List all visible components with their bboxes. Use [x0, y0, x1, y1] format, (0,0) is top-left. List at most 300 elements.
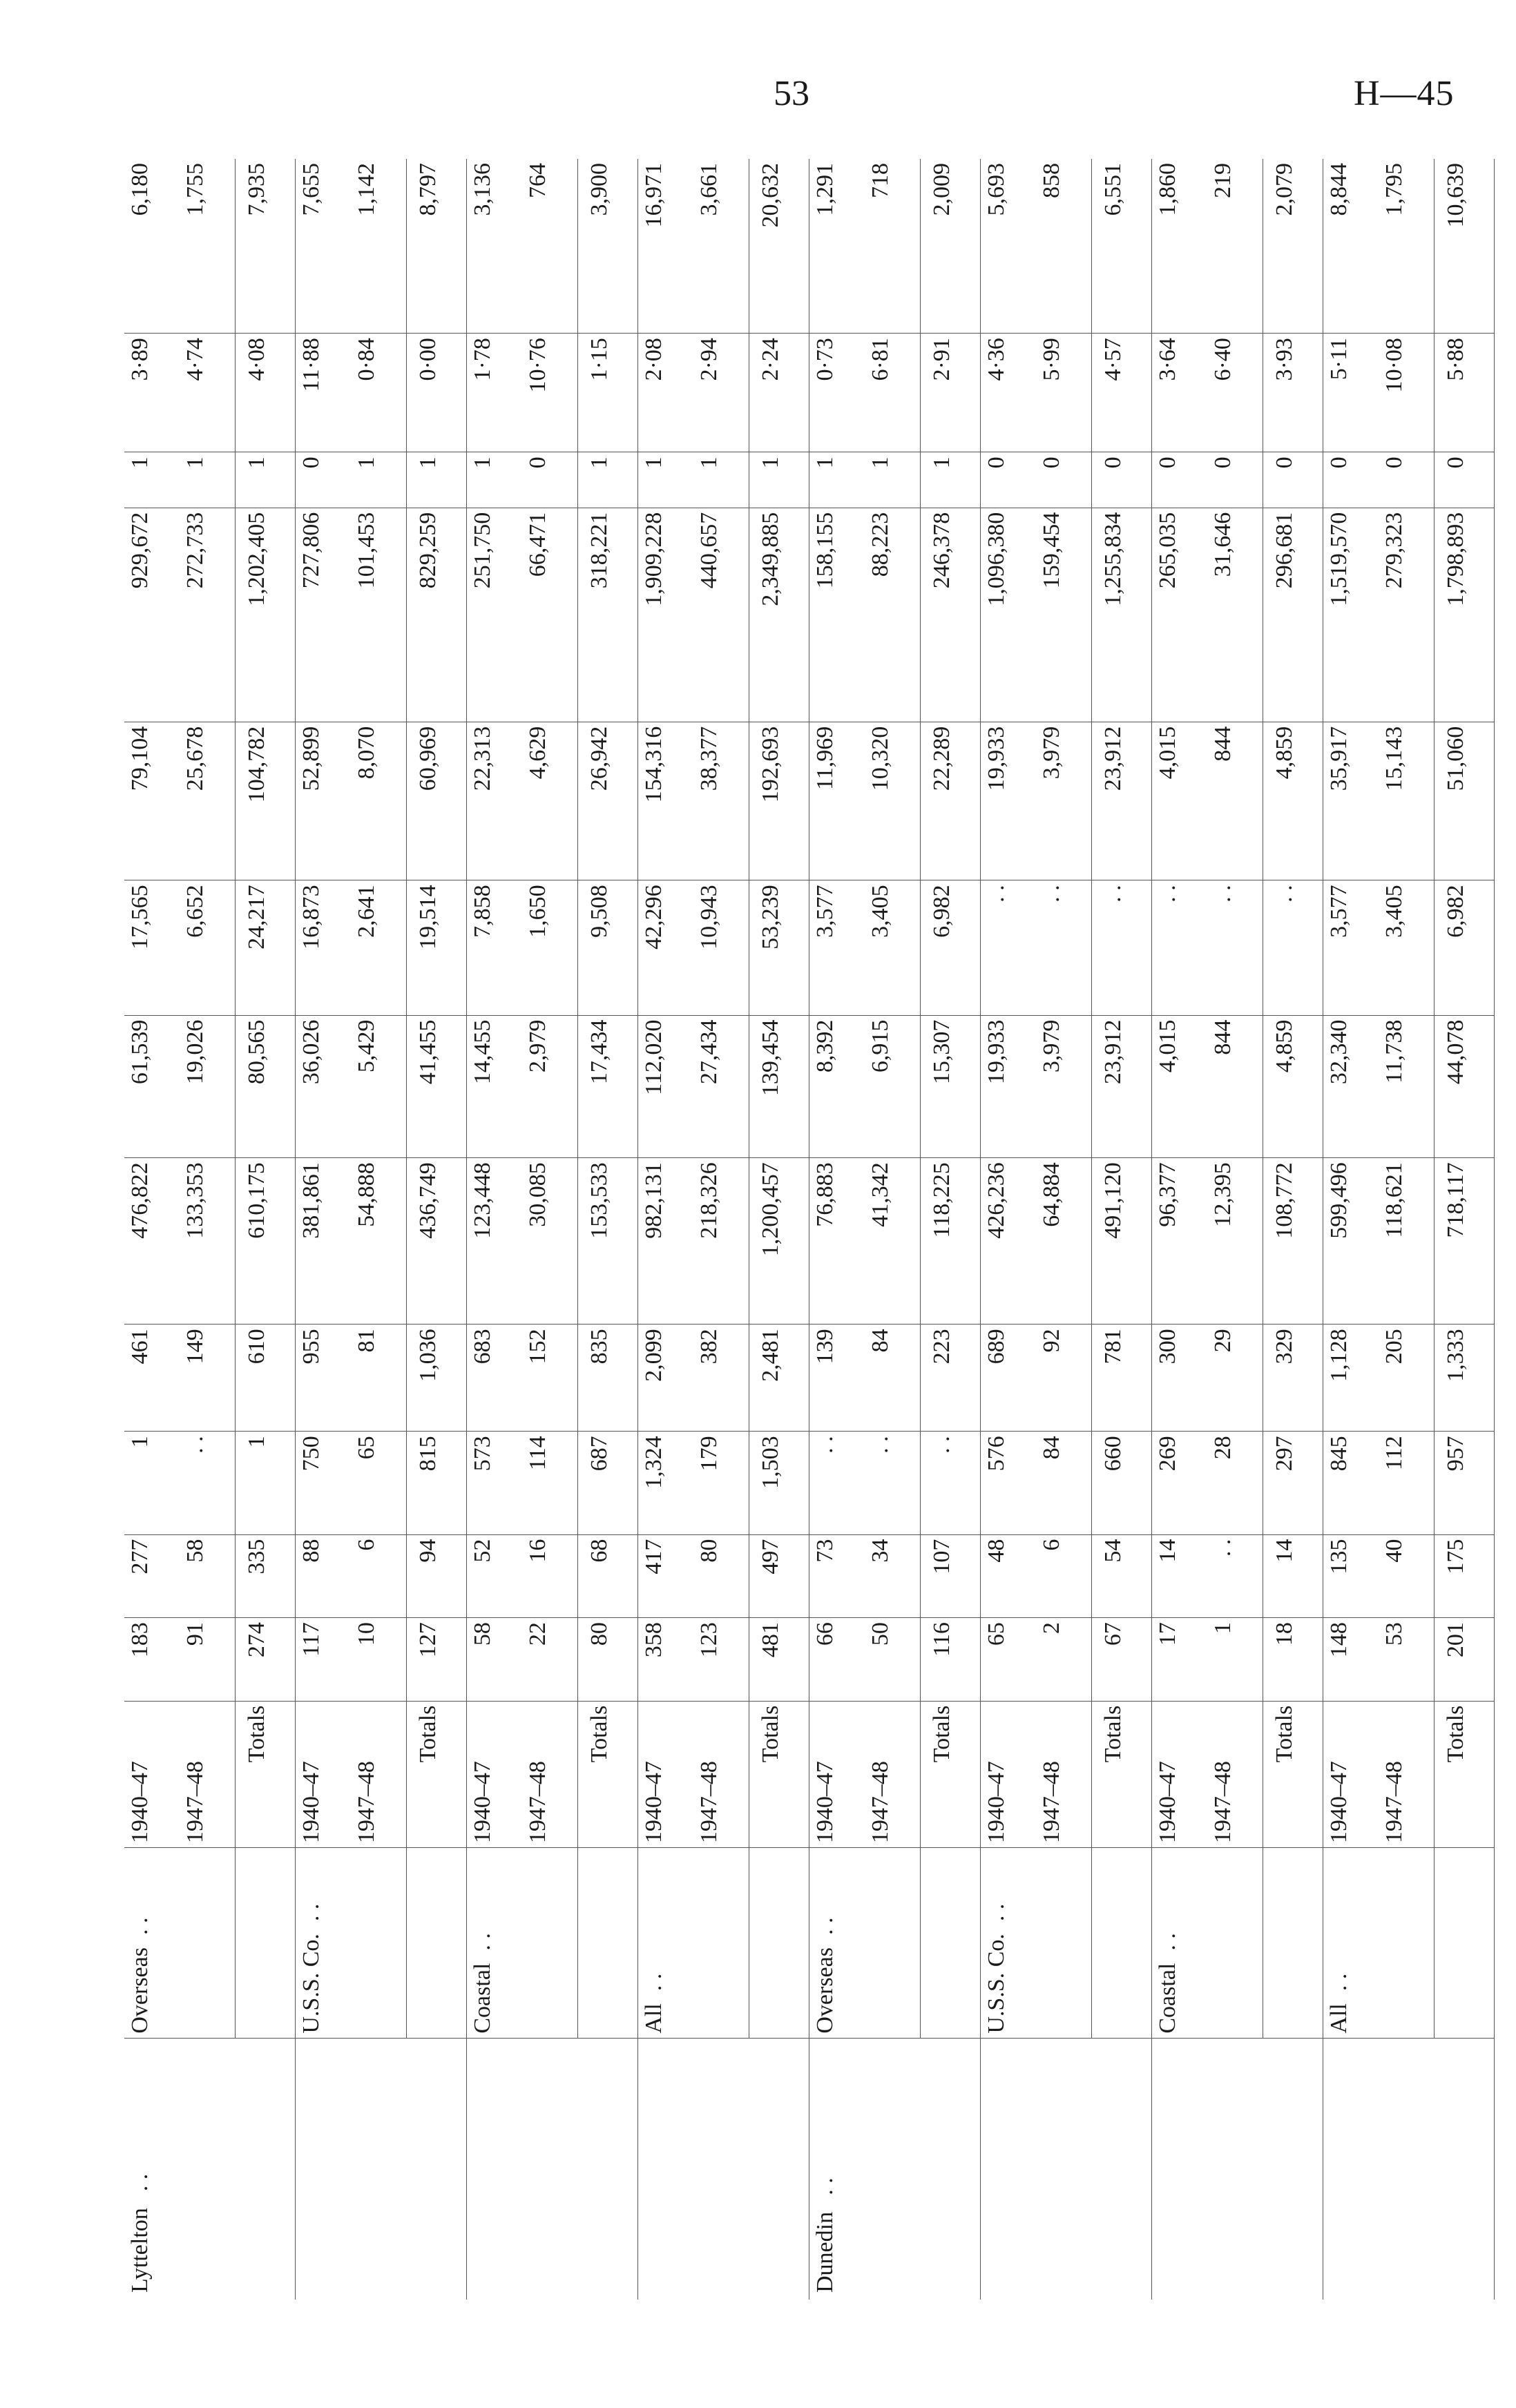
total-value-cell: 1,202,405 [236, 508, 296, 722]
value-cell: 277 [124, 1534, 180, 1618]
value-cell: 41,342 [865, 1158, 921, 1325]
total-value-cell: 116 [921, 1618, 981, 1702]
value-cell: 5·11 [1323, 334, 1379, 452]
value-cell: 955 [296, 1325, 352, 1432]
year-cell: 1947–48 [865, 1701, 921, 1847]
value-cell: 11,969 [809, 722, 865, 880]
total-value-cell: 6,982 [1435, 880, 1495, 1015]
table-row [124, 159, 180, 2300]
total-value-cell: 107 [921, 1534, 981, 1618]
total-value-cell: 660 [1092, 1432, 1152, 1534]
value-cell: 64,884 [1036, 1158, 1092, 1325]
total-value-cell: 246,378 [921, 508, 981, 722]
port-name-cell [1036, 2038, 1092, 2300]
totals-label: Totals [1092, 1701, 1152, 1847]
total-value-cell: 2,481 [749, 1325, 809, 1432]
totals-label: Totals [578, 1701, 638, 1847]
port-statistics-table [124, 159, 1495, 2300]
empty-cell [1092, 1848, 1152, 2039]
total-value-cell: 15,307 [921, 1015, 981, 1158]
totals-row [407, 159, 467, 2300]
value-cell: 1 [351, 452, 407, 508]
total-value-cell: . . [1092, 880, 1152, 1015]
value-cell: 0 [1036, 452, 1092, 508]
value-cell: 29 [1207, 1325, 1263, 1432]
year-cell: 1940–47 [1323, 1701, 1379, 1847]
value-cell: 101,453 [351, 508, 407, 722]
total-value-cell: 80,565 [236, 1015, 296, 1158]
total-value-cell: 1·15 [578, 334, 638, 452]
value-cell: 4·36 [981, 334, 1037, 452]
value-cell: 96,377 [1152, 1158, 1208, 1325]
table-row [1152, 159, 1208, 2300]
total-value-cell: 1,200,457 [749, 1158, 809, 1325]
trade-type-cell [865, 1848, 921, 2039]
totals-label: Totals [236, 1701, 296, 1847]
port-name-cell [1379, 2038, 1435, 2300]
year-cell: 1940–47 [809, 1701, 865, 1847]
total-value-cell: 318,221 [578, 508, 638, 722]
total-value-cell: 4,859 [1263, 722, 1323, 880]
value-cell: 40 [1379, 1534, 1435, 1618]
total-value-cell: 335 [236, 1534, 296, 1618]
value-cell: . . [1036, 880, 1092, 1015]
total-value-cell: 1,503 [749, 1432, 809, 1534]
table-row [180, 159, 236, 2300]
value-cell: 22 [522, 1618, 578, 1702]
value-cell: 300 [1152, 1325, 1208, 1432]
year-cell: 1947–48 [693, 1701, 749, 1847]
trade-type: Overseas [127, 1947, 153, 2034]
value-cell: 52,899 [296, 722, 352, 880]
value-cell: 844 [1207, 1015, 1263, 1158]
total-value-cell: 54 [1092, 1534, 1152, 1618]
value-cell: 0·84 [351, 334, 407, 452]
value-cell: 84 [1036, 1432, 1092, 1534]
value-cell: 66 [809, 1618, 865, 1702]
total-value-cell: 1 [749, 452, 809, 508]
value-cell: 3·64 [1152, 334, 1208, 452]
total-value-cell: 223 [921, 1325, 981, 1432]
value-cell: 159,454 [1036, 508, 1092, 722]
total-value-cell: 610,175 [236, 1158, 296, 1325]
value-cell: 2,099 [638, 1325, 694, 1432]
trade-type-cell [180, 1848, 236, 2039]
totals-row [921, 159, 981, 2300]
table-row [467, 159, 523, 2300]
year-cell: 1947–48 [522, 1701, 578, 1847]
value-cell: 65 [351, 1432, 407, 1534]
value-cell: 3,979 [1036, 1015, 1092, 1158]
value-cell: 1·78 [467, 334, 523, 452]
totals-row [578, 159, 638, 2300]
year-cell: 1940–47 [124, 1701, 180, 1847]
value-cell: 269 [1152, 1432, 1208, 1534]
value-cell: 25,678 [180, 722, 236, 880]
value-cell: 3,577 [809, 880, 865, 1015]
value-cell: 272,733 [180, 508, 236, 722]
trade-type-cell [1152, 1848, 1208, 2039]
leader-dots: . . [812, 1917, 838, 1935]
total-value-cell: 94 [407, 1534, 467, 1618]
value-cell: 19,026 [180, 1015, 236, 1158]
value-cell: 152 [522, 1325, 578, 1432]
total-value-cell: 127 [407, 1618, 467, 1702]
year-cell: 1940–47 [467, 1701, 523, 1847]
value-cell: 10·76 [522, 334, 578, 452]
total-value-cell: 118,225 [921, 1158, 981, 1325]
value-cell: 139 [809, 1325, 865, 1432]
table-row [638, 159, 694, 2300]
value-cell: 3,405 [1379, 880, 1435, 1015]
leader-dots: . . [1326, 1973, 1352, 1992]
port-name-cell [467, 2038, 523, 2300]
value-cell: 4,015 [1152, 722, 1208, 880]
port-name-cell [638, 2038, 694, 2300]
value-cell: 4,629 [522, 722, 578, 880]
value-cell: 112 [1379, 1432, 1435, 1534]
value-cell: 16,971 [638, 159, 694, 334]
port-name-cell [865, 2038, 921, 2300]
total-value-cell: 481 [749, 1618, 809, 1702]
value-cell: 1 [1207, 1618, 1263, 1702]
total-value-cell: 60,969 [407, 722, 467, 880]
trade-type: Overseas [812, 1947, 838, 2034]
value-cell: . . [1152, 880, 1208, 1015]
value-cell: 576 [981, 1432, 1037, 1534]
value-cell: 573 [467, 1432, 523, 1534]
value-cell: 3,577 [1323, 880, 1379, 1015]
totals-row [1435, 159, 1495, 2300]
value-cell: 6 [351, 1534, 407, 1618]
totals-label: Totals [1263, 1701, 1323, 1847]
value-cell: 1,324 [638, 1432, 694, 1534]
value-cell: 6,180 [124, 159, 180, 334]
value-cell: 14,455 [467, 1015, 523, 1158]
value-cell: 750 [296, 1432, 352, 1534]
total-value-cell: 4·08 [236, 334, 296, 452]
value-cell: 417 [638, 1534, 694, 1618]
total-value-cell: 1 [236, 452, 296, 508]
port-name-cell [1152, 2038, 1208, 2300]
year-cell: 1940–47 [296, 1701, 352, 1847]
value-cell: 3·89 [124, 334, 180, 452]
total-value-cell: 53,239 [749, 880, 809, 1015]
total-value-cell: 44,078 [1435, 1015, 1495, 1158]
value-cell: 48 [981, 1534, 1037, 1618]
value-cell: 15,143 [1379, 722, 1435, 880]
empty-cell [578, 1848, 638, 2039]
port-name: Dunedin [812, 2211, 838, 2293]
value-cell: 205 [1379, 1325, 1435, 1432]
total-value-cell: 51,060 [1435, 722, 1495, 880]
value-cell: 81 [351, 1325, 407, 1432]
total-value-cell: 20,632 [749, 159, 809, 334]
value-cell: 65 [981, 1618, 1037, 1702]
value-cell: 5·99 [1036, 334, 1092, 452]
total-value-cell: 67 [1092, 1618, 1152, 1702]
value-cell: 1,650 [522, 880, 578, 1015]
total-value-cell: 9,508 [578, 880, 638, 1015]
value-cell: 689 [981, 1325, 1037, 1432]
year-cell: 1947–48 [351, 1701, 407, 1847]
value-cell: . . [1207, 1534, 1263, 1618]
value-cell: 17,565 [124, 880, 180, 1015]
trade-type: U.S.S. Co. [298, 1934, 324, 2034]
value-cell: 88,223 [865, 508, 921, 722]
value-cell: 381,861 [296, 1158, 352, 1325]
value-cell: 764 [522, 159, 578, 334]
value-cell: 8,844 [1323, 159, 1379, 334]
year-cell: 1947–48 [1036, 1701, 1092, 1847]
value-cell: 158,155 [809, 508, 865, 722]
value-cell: 929,672 [124, 508, 180, 722]
value-cell: 34 [865, 1534, 921, 1618]
value-cell: 7,655 [296, 159, 352, 334]
value-cell: 10 [351, 1618, 407, 1702]
total-value-cell: 2,079 [1263, 159, 1323, 334]
year-cell: 1947–48 [180, 1701, 236, 1847]
value-cell: 17 [1152, 1618, 1208, 1702]
trade-type-cell [1207, 1848, 1263, 2039]
leader-dots: . . [470, 1933, 495, 1951]
total-value-cell: 22,289 [921, 722, 981, 880]
total-value-cell: 7,935 [236, 159, 296, 334]
value-cell: 61,539 [124, 1015, 180, 1158]
value-cell: 6·40 [1207, 334, 1263, 452]
port-name-cell [693, 2038, 749, 2300]
totals-row [1263, 159, 1323, 2300]
empty-cell [1435, 1848, 1495, 2039]
empty-cell [921, 2038, 981, 2300]
trade-type-cell [296, 1848, 352, 2039]
table-row [1323, 159, 1379, 2300]
value-cell: 16 [522, 1534, 578, 1618]
trade-type-cell [467, 1848, 523, 2039]
value-cell: 1 [638, 452, 694, 508]
total-value-cell: . . [1263, 880, 1323, 1015]
value-cell: 265,035 [1152, 508, 1208, 722]
trade-type-cell [1323, 1848, 1379, 2039]
value-cell: 2,979 [522, 1015, 578, 1158]
value-cell: 1 [693, 452, 749, 508]
value-cell: 16,873 [296, 880, 352, 1015]
value-cell: 42,296 [638, 880, 694, 1015]
year-cell: 1947–48 [1207, 1701, 1263, 1847]
value-cell: 1,755 [180, 159, 236, 334]
value-cell: 4,015 [1152, 1015, 1208, 1158]
total-value-cell: 153,533 [578, 1158, 638, 1325]
value-cell: 440,657 [693, 508, 749, 722]
year-cell: 1940–47 [1152, 1701, 1208, 1847]
trade-type-cell [351, 1848, 407, 2039]
value-cell: 6,652 [180, 880, 236, 1015]
value-cell: 0 [1152, 452, 1208, 508]
total-value-cell: 4,859 [1263, 1015, 1323, 1158]
value-cell: 5,693 [981, 159, 1037, 334]
value-cell: 279,323 [1379, 508, 1435, 722]
total-value-cell: 957 [1435, 1432, 1495, 1534]
port-name-cell [296, 2038, 352, 2300]
trade-type: Coastal [1155, 1963, 1180, 2034]
port-name-cell [1207, 2038, 1263, 2300]
table-row [1036, 159, 1092, 2300]
leader-dots: . . [127, 2173, 153, 2192]
value-cell: 461 [124, 1325, 180, 1432]
total-value-cell: 835 [578, 1325, 638, 1432]
value-cell: 19,933 [981, 722, 1037, 880]
total-value-cell: 6,551 [1092, 159, 1152, 334]
total-value-cell: 0·00 [407, 334, 467, 452]
value-cell: 1 [467, 452, 523, 508]
value-cell: 1 [124, 1432, 180, 1534]
total-value-cell: 1 [921, 452, 981, 508]
trade-type-cell [638, 1848, 694, 2039]
value-cell: 35,917 [1323, 722, 1379, 880]
document-reference: H—45 [1354, 74, 1455, 113]
total-value-cell: 14 [1263, 1534, 1323, 1618]
total-value-cell: 718,117 [1435, 1158, 1495, 1325]
value-cell: 219 [1207, 159, 1263, 334]
port-name-cell [124, 2038, 180, 2300]
value-cell: 11·88 [296, 334, 352, 452]
value-cell: 135 [1323, 1534, 1379, 1618]
total-value-cell: 297 [1263, 1432, 1323, 1534]
total-value-cell: 68 [578, 1534, 638, 1618]
empty-cell [1263, 2038, 1323, 2300]
empty-cell [236, 1848, 296, 2039]
port-name-cell [1323, 2038, 1379, 2300]
value-cell: 382 [693, 1325, 749, 1432]
value-cell: 54,888 [351, 1158, 407, 1325]
totals-label: Totals [749, 1701, 809, 1847]
total-value-cell: 23,912 [1092, 1015, 1152, 1158]
value-cell: 149 [180, 1325, 236, 1432]
value-cell: 10,943 [693, 880, 749, 1015]
value-cell: 1,795 [1379, 159, 1435, 334]
trade-type-cell [981, 1848, 1037, 2039]
value-cell: 11,738 [1379, 1015, 1435, 1158]
totals-label: Totals [407, 1701, 467, 1847]
empty-cell [236, 2038, 296, 2300]
value-cell: 218,326 [693, 1158, 749, 1325]
value-cell: 0·73 [809, 334, 865, 452]
total-value-cell: 104,782 [236, 722, 296, 880]
total-value-cell: 5·88 [1435, 334, 1495, 452]
value-cell: 1,519,570 [1323, 508, 1379, 722]
total-value-cell: 139,454 [749, 1015, 809, 1158]
table-row [865, 159, 921, 2300]
trade-type: All [1326, 2003, 1352, 2034]
total-value-cell: 18 [1263, 1618, 1323, 1702]
value-cell: 0 [1323, 452, 1379, 508]
value-cell: 53 [1379, 1618, 1435, 1702]
total-value-cell: 781 [1092, 1325, 1152, 1432]
trade-type-cell [1379, 1848, 1435, 2039]
total-value-cell: 829,259 [407, 508, 467, 722]
table-row [809, 159, 865, 2300]
value-cell: 28 [1207, 1432, 1263, 1534]
total-value-cell: 1,036 [407, 1325, 467, 1432]
port-name-cell [522, 2038, 578, 2300]
value-cell: 1,142 [351, 159, 407, 334]
value-cell: 117 [296, 1618, 352, 1702]
value-cell: 118,621 [1379, 1158, 1435, 1325]
totals-label: Totals [1435, 1701, 1495, 1847]
value-cell: 2·08 [638, 334, 694, 452]
value-cell: 27,434 [693, 1015, 749, 1158]
total-value-cell: 2·24 [749, 334, 809, 452]
value-cell: 1,096,380 [981, 508, 1037, 722]
page-number: 53 [774, 74, 809, 113]
total-value-cell: 8,797 [407, 159, 467, 334]
value-cell: 0 [1207, 452, 1263, 508]
value-cell: 0 [296, 452, 352, 508]
value-cell: 1,860 [1152, 159, 1208, 334]
value-cell: 183 [124, 1618, 180, 1702]
value-cell: . . [981, 880, 1037, 1015]
value-cell: 1,291 [809, 159, 865, 334]
trade-type-cell [522, 1848, 578, 2039]
total-value-cell: 10,639 [1435, 159, 1495, 334]
value-cell: 154,316 [638, 722, 694, 880]
value-cell: 133,353 [180, 1158, 236, 1325]
total-value-cell: 274 [236, 1618, 296, 1702]
total-value-cell: 0 [1435, 452, 1495, 508]
value-cell: . . [180, 1432, 236, 1534]
value-cell: 476,822 [124, 1158, 180, 1325]
totals-row [236, 159, 296, 2300]
total-value-cell: 0 [1263, 452, 1323, 508]
leader-dots: . . [298, 1903, 324, 1922]
value-cell: 112,020 [638, 1015, 694, 1158]
trade-type: Coastal [470, 1963, 495, 2034]
value-cell: 19,933 [981, 1015, 1037, 1158]
value-cell: 38,377 [693, 722, 749, 880]
total-value-cell: 4·57 [1092, 334, 1152, 452]
value-cell: 79,104 [124, 722, 180, 880]
port-name-cell [180, 2038, 236, 2300]
value-cell: 114 [522, 1432, 578, 1534]
table-row [1207, 159, 1263, 2300]
value-cell: 84 [865, 1325, 921, 1432]
total-value-cell: 201 [1435, 1618, 1495, 1702]
value-cell: 80 [693, 1534, 749, 1618]
value-cell: 5,429 [351, 1015, 407, 1158]
trade-type: U.S.S. Co. [984, 1934, 1009, 2034]
total-value-cell: 108,772 [1263, 1158, 1323, 1325]
value-cell: 1,909,228 [638, 508, 694, 722]
total-value-cell: 175 [1435, 1534, 1495, 1618]
total-value-cell: 24,217 [236, 880, 296, 1015]
leader-dots: . . [1155, 1933, 1180, 1951]
value-cell: 58 [180, 1534, 236, 1618]
total-value-cell: 2,009 [921, 159, 981, 334]
value-cell: 179 [693, 1432, 749, 1534]
value-cell: 844 [1207, 722, 1263, 880]
value-cell: 7,858 [467, 880, 523, 1015]
value-cell: 123,448 [467, 1158, 523, 1325]
totals-row [1092, 159, 1152, 2300]
total-value-cell: 687 [578, 1432, 638, 1534]
value-cell: 3,979 [1036, 722, 1092, 880]
value-cell: 88 [296, 1534, 352, 1618]
empty-cell [921, 1848, 981, 2039]
value-cell: 91 [180, 1618, 236, 1702]
value-cell: 32,340 [1323, 1015, 1379, 1158]
value-cell: 0 [981, 452, 1037, 508]
totals-label: Totals [921, 1701, 981, 1847]
